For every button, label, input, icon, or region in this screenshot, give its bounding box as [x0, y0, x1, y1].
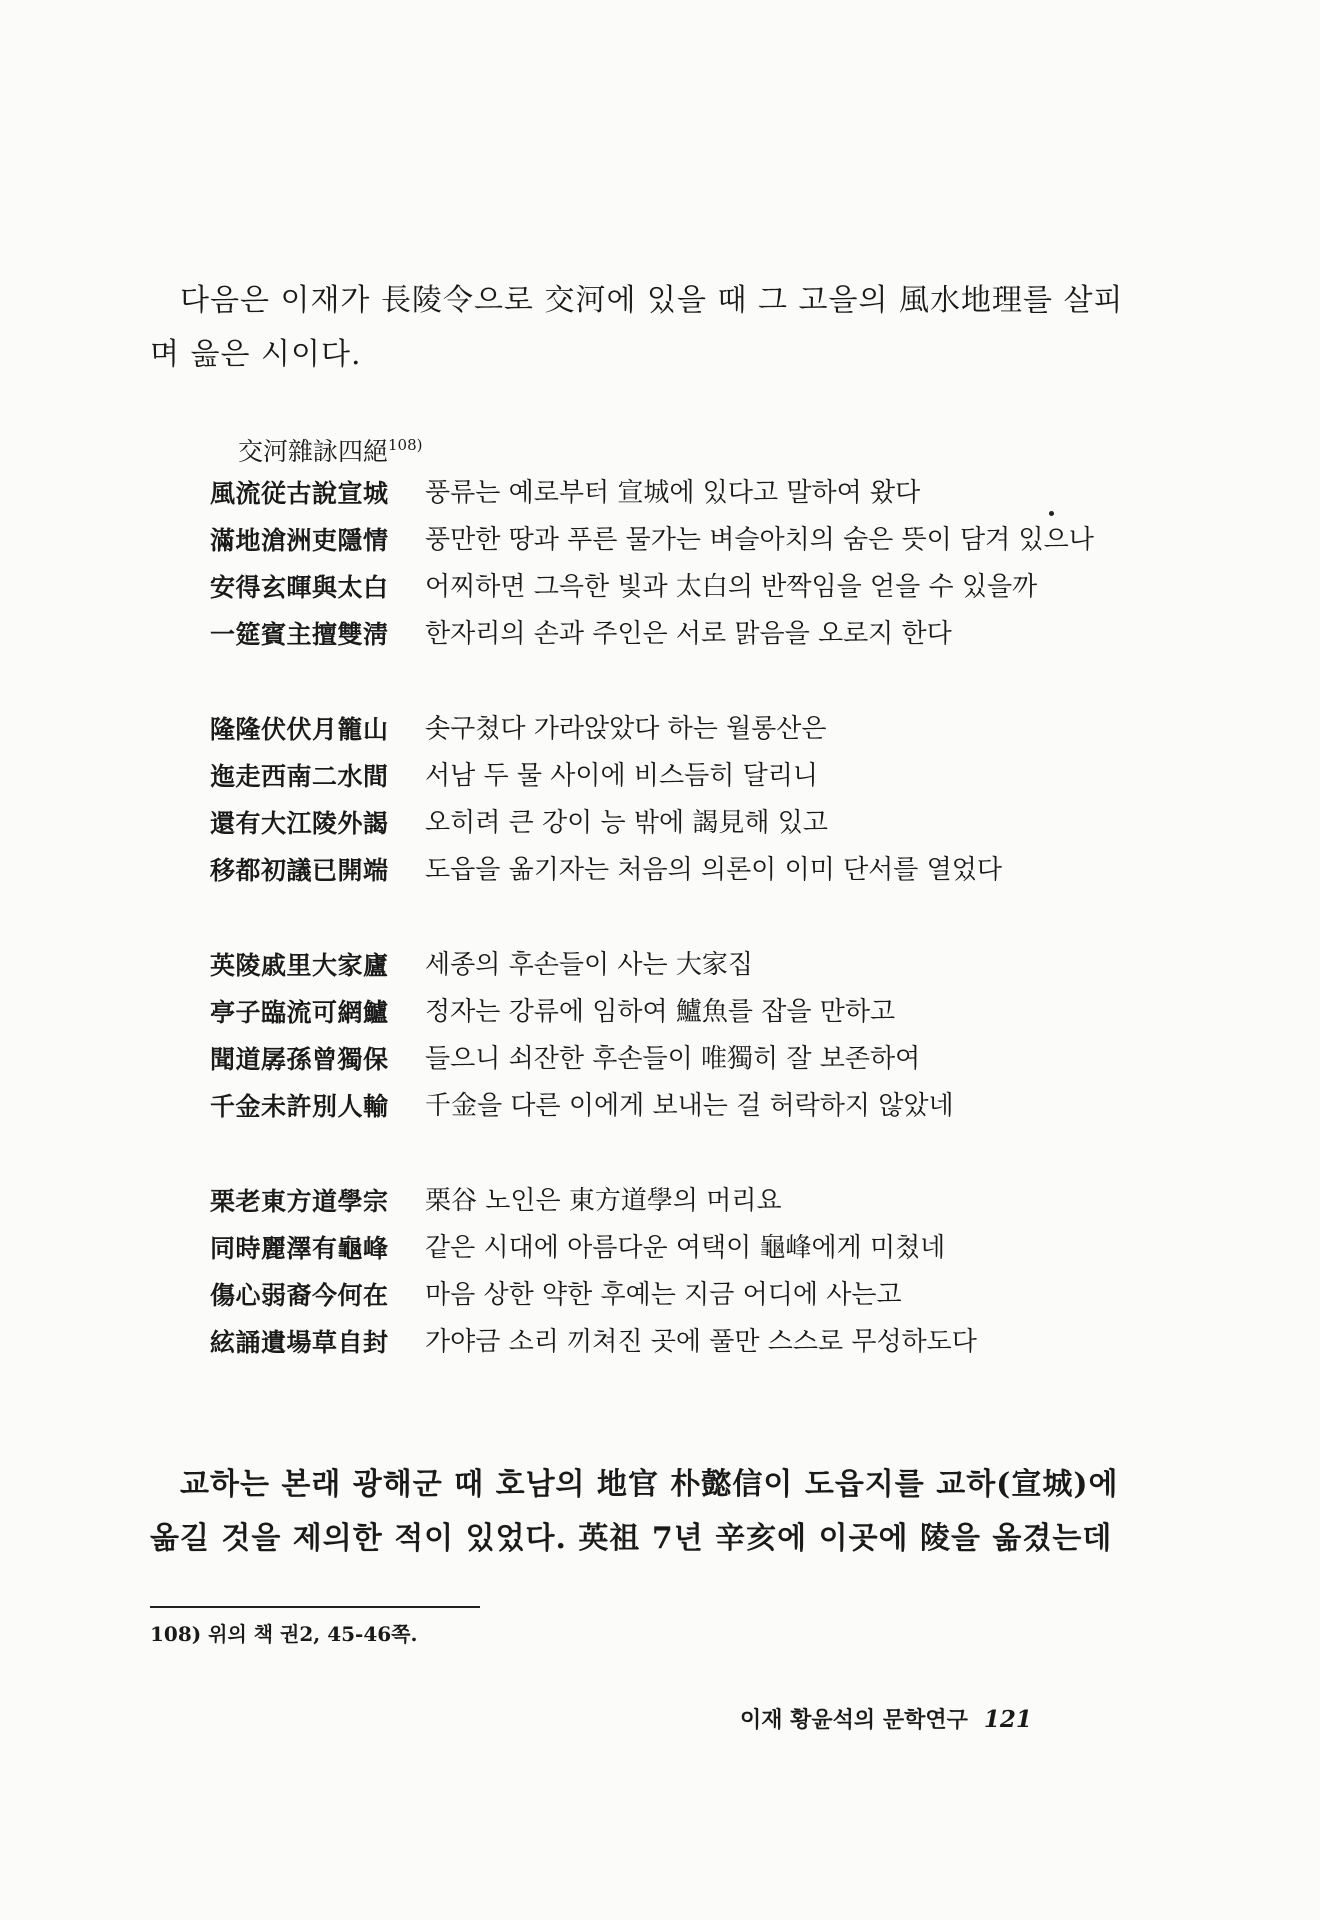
verse-translation: 풍만한 땅과 푸른 물가는 벼슬아치의 숨은 뜻이 담겨 있으나 [425, 525, 1094, 555]
intro-paragraph [150, 274, 1124, 382]
poem-verse [210, 800, 1130, 847]
closing-line-2: 옮길 것을 제의한 적이 있었다. 英祖 7년 辛亥에 이곳에 陵을 옮겼는데 [150, 1521, 1113, 1556]
poem-stanza-1 [210, 470, 1130, 658]
intro-line-1: 다음은 이재가 長陵令으로 交河에 있을 때 그 고을의 風水地理를 살피 [180, 283, 1124, 318]
poem-verse [210, 1083, 1130, 1130]
verse-hanja: 同時麗澤有龜峰 [210, 1234, 389, 1263]
verse-translation: 풍류는 예로부터 宣城에 있다고 말하여 왔다 [425, 478, 921, 508]
verse-translation: 한자리의 손과 주인은 서로 맑음을 오로지 한다 [425, 619, 952, 649]
poem-stanza-2 [210, 706, 1130, 894]
verse-translation: 마음 상한 약한 후예는 지금 어디에 사는고 [425, 1280, 902, 1310]
poem-title [238, 425, 423, 472]
verse-translation: 정자는 강류에 임하여 鱸魚를 잡을 만하고 [425, 997, 896, 1027]
verse-hanja: 栗老東方道學宗 [210, 1187, 389, 1216]
verse-hanja: 滿地滄洲吏隱情 [210, 526, 389, 555]
verse-hanja: 風流従古說宣城 [210, 479, 389, 508]
poem-verse [210, 517, 1130, 564]
footnote-marker: 108) [388, 436, 423, 454]
verse-translation: 栗谷 노인은 東方道學의 머리요 [425, 1186, 782, 1216]
verse-translation: 서남 두 물 사이에 비스듬히 달리니 [425, 761, 818, 791]
verse-translation: 같은 시대에 아름다운 여택이 龜峰에게 미쳤네 [425, 1233, 946, 1263]
verse-hanja: 還有大江陵外謁 [210, 809, 389, 838]
verse-hanja: 聞道孱孫曾獨保 [210, 1045, 389, 1074]
verse-translation: 도읍을 옮기자는 처음의 의론이 이미 단서를 열었다 [425, 855, 1003, 885]
verse-translation: 들으니 쇠잔한 후손들이 唯獨히 잘 보존하여 [425, 1044, 921, 1074]
verse-hanja: 亭子臨流可網鱸 [210, 998, 389, 1027]
verse-hanja: 迤走西南二水間 [210, 762, 389, 791]
verse-hanja: 英陵戚里大家廬 [210, 951, 389, 980]
poem-verse [210, 847, 1130, 894]
closing-line-1: 교하는 본래 광해군 때 호남의 地官 朴懿信이 도읍지를 교하(宣城)에 [180, 1467, 1119, 1502]
poem-verse [210, 1272, 1130, 1319]
verse-hanja: 千金未許別人輸 [210, 1092, 389, 1121]
verse-hanja: 移都初議已開端 [210, 856, 389, 885]
verse-hanja: 一筵賓主擅雙淸 [210, 620, 389, 649]
poem-verse [210, 1225, 1130, 1272]
verse-hanja: 傷心弱裔今何在 [210, 1281, 389, 1310]
intro-line-2: 며 읊은 시이다. [150, 337, 362, 372]
poem-verse [210, 1178, 1130, 1225]
verse-translation: 오히려 큰 강이 능 밖에 謁見해 있고 [425, 808, 828, 838]
poem-verse [210, 611, 1130, 658]
poem-verse [210, 564, 1130, 611]
verse-hanja: 絃誦遺場草自封 [210, 1328, 389, 1357]
poem-verse [210, 1036, 1130, 1083]
poem-verse [210, 706, 1130, 753]
footnote-divider [150, 1606, 480, 1608]
poem-stanza-3 [210, 942, 1130, 1130]
verse-translation: 가야금 소리 끼쳐진 곳에 풀만 스스로 무성하도다 [425, 1327, 977, 1357]
running-footer [740, 1700, 1032, 1740]
poem-body [210, 470, 1130, 1414]
poem-stanza-4 [210, 1178, 1130, 1366]
verse-translation: 어찌하면 그윽한 빛과 太白의 반짝임을 얻을 수 있을까 [425, 572, 1038, 602]
poem-verse [210, 753, 1130, 800]
verse-translation: 세종의 후손들이 사는 大家집 [425, 950, 753, 980]
closing-paragraph [150, 1458, 1119, 1566]
poem-title-text: 交河雜詠四絕 [238, 437, 389, 466]
poem-verse [210, 989, 1130, 1036]
poem-verse [210, 1319, 1130, 1366]
verse-hanja: 安得玄暉與太白 [210, 573, 389, 602]
verse-translation: 솟구쳤다 가라앉았다 하는 월롱산은 [425, 714, 827, 744]
page-number: 121 [983, 1706, 1032, 1733]
footnote: 108) 위의 책 권2, 45-46쪽. [150, 1622, 418, 1646]
verse-translation: 千金을 다른 이에게 보내는 걸 허락하지 않았네 [425, 1091, 954, 1121]
verse-hanja: 隆隆伏伏月籠山 [210, 715, 389, 744]
poem-verse [210, 942, 1130, 989]
running-title: 이재 황윤석의 문학연구 [740, 1707, 968, 1733]
poem-verse [210, 470, 1130, 517]
